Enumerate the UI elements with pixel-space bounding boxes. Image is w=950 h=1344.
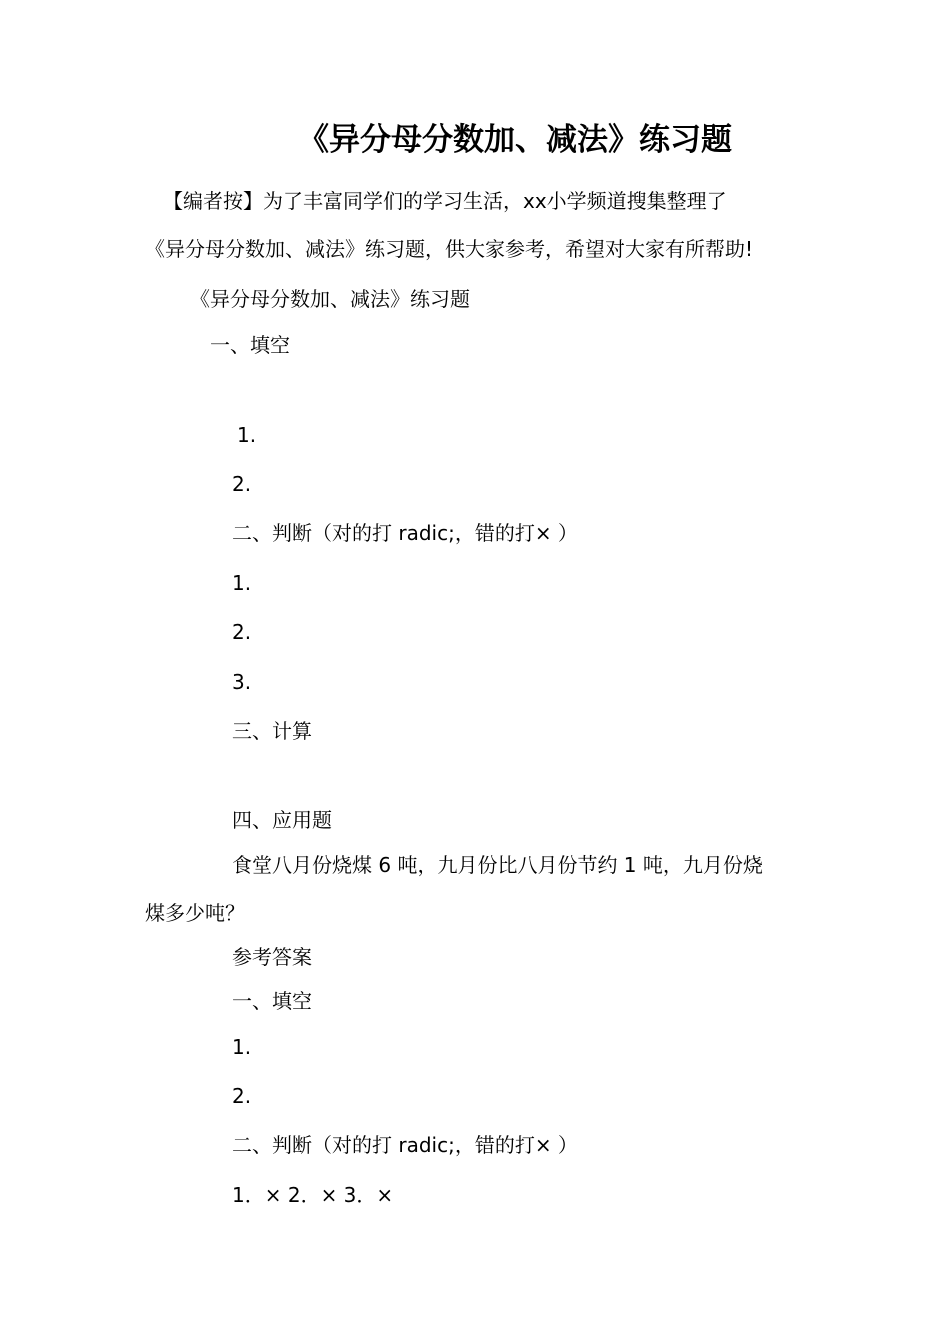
section2-item-2: 2. <box>232 620 252 644</box>
subtitle: 《异分母分数加、减法》练习题 <box>190 287 470 311</box>
section1-item-1: 1. <box>237 423 257 447</box>
intro-line-1: 【编者按】为了丰富同学们的学习生活，xx小学频道搜集整理了 <box>163 189 727 213</box>
section2-heading: 二、判断（对的打 radic;，错的打× ） <box>232 521 578 545</box>
problem-line-2: 煤多少吨？ <box>145 901 245 925</box>
answers-section2-items: 1．× 2．× 3．× <box>232 1183 394 1207</box>
section2-item-1: 1. <box>232 571 252 595</box>
section1-heading: 一、填空 <box>210 333 290 357</box>
problem-line-1: 食堂八月份烧煤 6 吨，九月份比八月份节约 1 吨，九月份烧 <box>232 853 763 877</box>
section4-heading: 四、应用题 <box>232 808 332 832</box>
answers-section1-heading: 一、填空 <box>232 989 312 1013</box>
answers-section2-heading: 二、判断（对的打 radic;，错的打× ） <box>232 1133 578 1157</box>
answers-heading: 参考答案 <box>232 945 312 969</box>
document-title: 《异分母分数加、减法》练习题 <box>298 122 732 158</box>
section1-item-2: 2. <box>232 472 252 496</box>
answers-section1-item-2: 2. <box>232 1084 252 1108</box>
answers-section1-item-1: 1. <box>232 1035 252 1059</box>
section3-heading: 三、计算 <box>232 719 312 743</box>
section2-item-3: 3. <box>232 670 252 694</box>
intro-line-2: 《异分母分数加、减法》练习题，供大家参考，希望对大家有所帮助! <box>145 237 754 261</box>
